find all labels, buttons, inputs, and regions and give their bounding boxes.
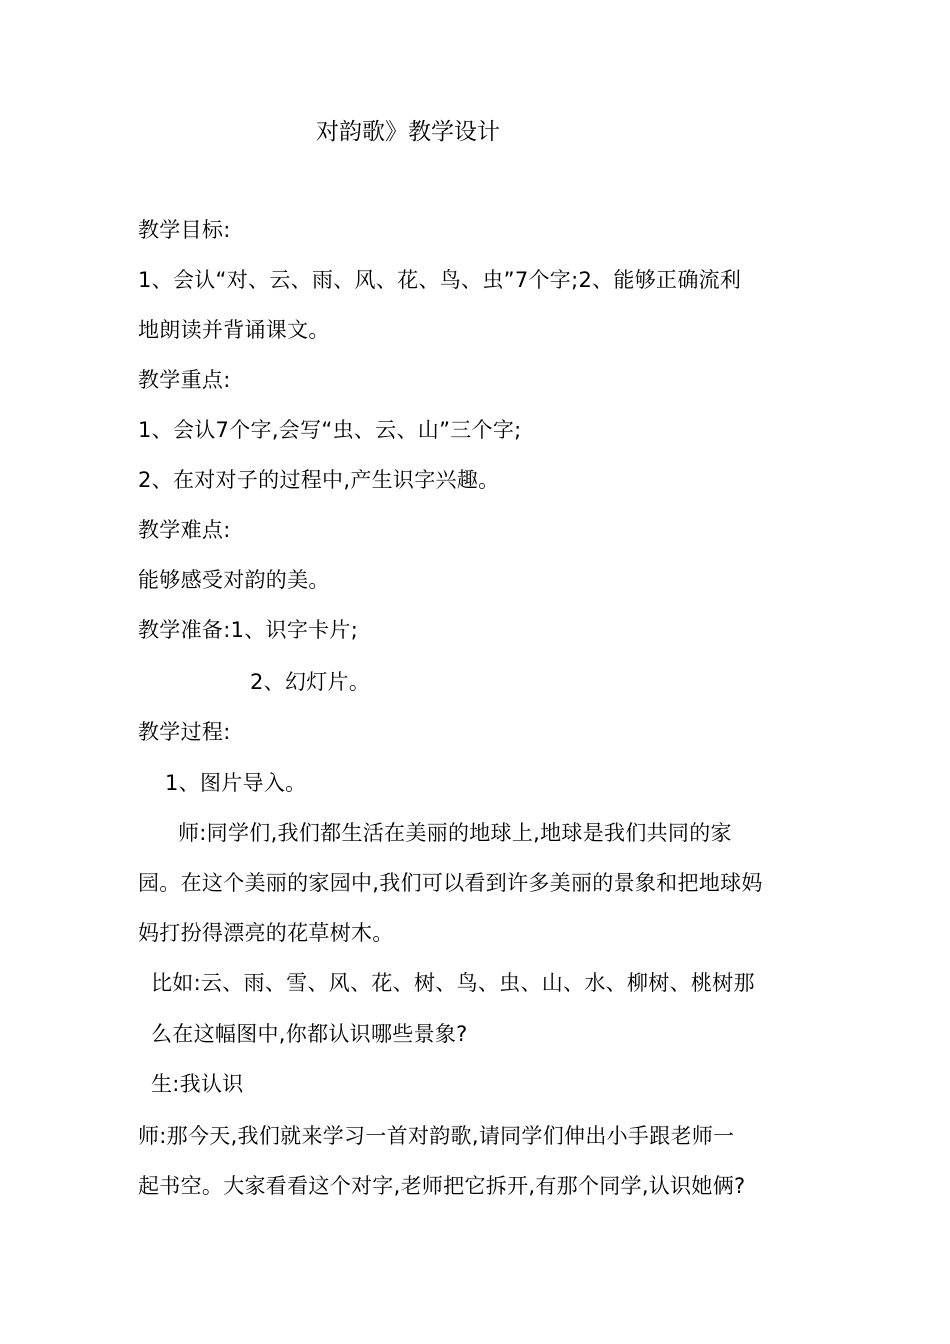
student-line: 生:我认识 [151, 1072, 244, 1096]
teacher-line-5: 起书空。大家看看这个对字,老师把它拆开,有那个同学,认识她俩? [138, 1174, 746, 1198]
example-line-1: 比如:云、雨、雪、风、花、树、鸟、虫、山、水、柳树、桃树那 [151, 971, 755, 995]
teacher-line-1: 师:同学们,我们都生活在美丽的地球上,地球是我们共同的家 [178, 821, 732, 845]
heading-process: 教学过程: [138, 720, 231, 744]
teacher-line-4: 师:那今天,我们就来学习一首对韵歌,请同学们伸出小手跟老师一 [138, 1124, 735, 1148]
key-point-2: 2、在对对子的过程中,产生识字兴趣。 [138, 468, 500, 492]
document-title: 对韵歌》教学设计 [316, 119, 500, 145]
example-line-2: 么在这幅图中,你都认识哪些景象? [151, 1022, 468, 1046]
heading-objectives: 教学目标: [138, 218, 231, 242]
teacher-line-3: 妈打扮得漂亮的花草树木。 [138, 921, 394, 945]
process-step-1: 1、图片导入。 [165, 771, 307, 795]
difficulty-text: 能够感受对韵的美。 [138, 568, 330, 592]
key-point-1: 1、会认7个字,会写“虫、云、山”三个字; [138, 418, 522, 442]
teacher-line-2: 园。在这个美丽的家园中,我们可以看到许多美丽的景象和把地球妈 [138, 871, 763, 895]
objective-line-2: 地朗读并背诵课文。 [138, 318, 330, 342]
preparation-line-1: 教学准备:1、识字卡片; [138, 618, 359, 642]
heading-difficulties: 教学难点: [138, 518, 231, 542]
preparation-line-2: 2、幻灯片。 [250, 670, 371, 694]
heading-key-points: 教学重点: [138, 368, 231, 392]
objective-line-1: 1、会认“对、云、雨、风、花、鸟、虫”7个字;2、能够正确流利 [138, 268, 742, 292]
